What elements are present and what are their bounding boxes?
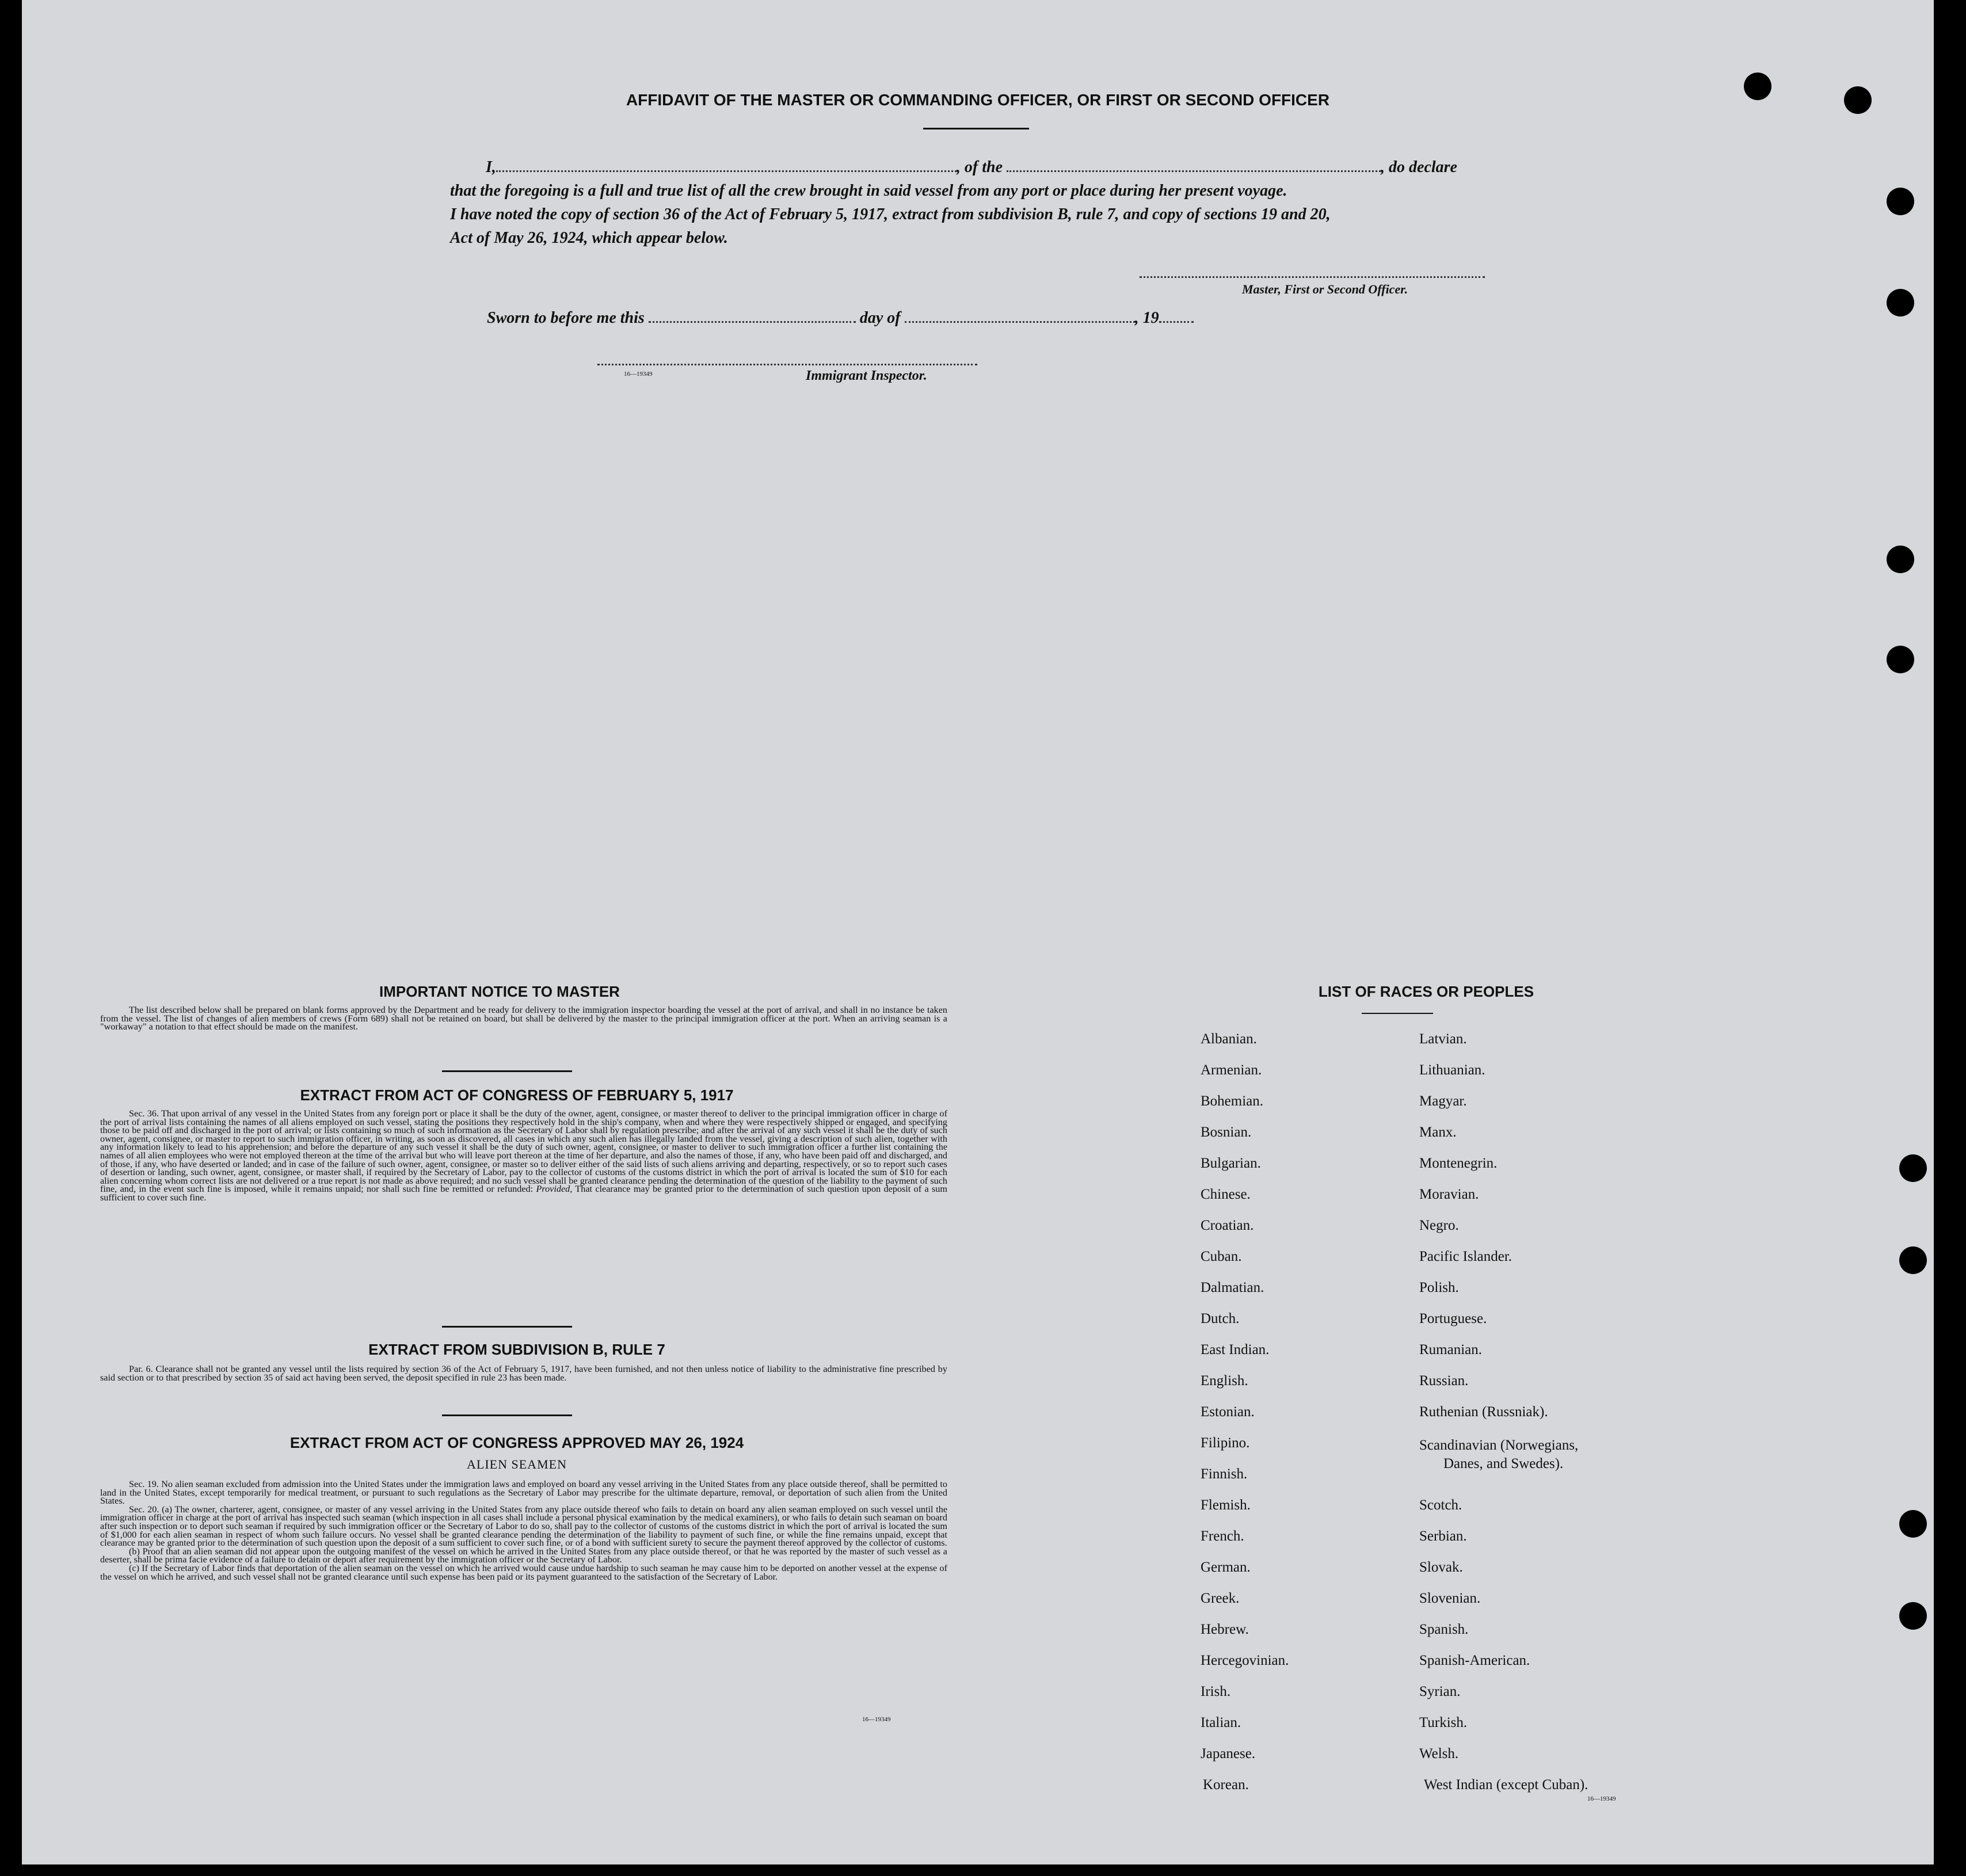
signature-caption: Master, First or Second Officer. — [1242, 282, 1408, 296]
signature-line[interactable] — [1140, 276, 1485, 278]
punch-hole — [1887, 546, 1914, 573]
races-rule — [1362, 1013, 1433, 1014]
race-item: Spanish. — [1419, 1622, 1469, 1637]
affidavit-line-1 — [486, 155, 1550, 179]
sec-20b-paragraph: (b) Proof that an alien seaman did not appear upon the outgoing manifest of the vessel on which he arrived in the United States from any place outside thereof, or that he was reported by the master of such vessel as a deserter, shall be prima facie evidence of a failure to detain or deport after requirement by the immigration officer or the Secretary of Labor. — [100, 1546, 947, 1565]
sec-20c-paragraph: (c) If the Secretary of Labor finds that deportation of the alien seaman on the vessel on which he arrived would cause undue hardship to such seaman he may cause him to be deported on another vessel at the expense of the vessel on which he arrived, and such vessel shall not be granted clearance until such expense has been paid or its payment guaranteed to the satisfaction of the Secretary of Labor. — [100, 1562, 947, 1582]
race-item: Albanian. — [1201, 1031, 1257, 1047]
notice-heading: IMPORTANT NOTICE TO MASTER — [379, 983, 620, 1000]
race-item: East Indian. — [1201, 1342, 1270, 1358]
race-item: Manx. — [1419, 1124, 1457, 1140]
notice-text — [100, 1006, 947, 1031]
affidavit-declare: , do declare — [1381, 158, 1457, 176]
race-item: German. — [1201, 1559, 1251, 1575]
race-item: Dutch. — [1201, 1311, 1240, 1326]
name-blank[interactable] — [496, 169, 957, 172]
sworn-year-blank[interactable] — [1159, 320, 1194, 323]
race-item: Montenegrin. — [1419, 1156, 1498, 1171]
race-item: Armenian. — [1201, 1062, 1262, 1078]
extract-1917-text — [100, 1109, 947, 1202]
affidavit-line-3: I have noted the copy of section 36 of the Act of February 5, 1917, extract from subdivision B, rule 7, and copy of sections 19 and 20, — [450, 205, 1331, 223]
inspector-signature-line[interactable] — [597, 364, 977, 365]
affidavit-line-4: Act of May 26, 1924, which appear below. — [450, 229, 728, 247]
race-item: Ruthenian (Russniak). — [1419, 1404, 1548, 1420]
race-item: Hebrew. — [1201, 1622, 1249, 1637]
sec-36-text: Sec. 36. That upon arrival of any vessel in the United States from any foreign port or place it shall be the duty of the owner, agent, consignee, or master thereof to deliver to the principal immigration officer in charge of the port of arrival lists containing the names of all aliens employed on such vessel, stating the positions they respectively hold in the ship's company, when and where they were respectively shipped or engaged, and specifying those to be paid off and discharged in the port of arrival; or lists containing so much of such information as the Secretary of Labor shall by regulation prescribe; and after the arrival of any such vessel it shall be the duty of such owner, agent, consignee, or master to report to such immigration officer, in writing, as soon as discovered, all cases in which any such alien has illegally landed from the vessel, giving a description of such alien, together with any information likely to lead to his apprehension; and before the departure of any such vessel it shall be the duty of such owner, agent, consignee, or master to deliver to such immigration officer a further list containing the names of all alien employees who were not employed thereon at the time of the arrival but who will leave port thereon at the time of her departure, and also the names of those, if any, who have been paid off and discharged, and of those, if any, who have deserted or landed; and in case of the failure of such owner, agent, consignee, or master so to deliver either of the said lists of such aliens arriving and departing, respectively, or so to report such cases of desertion or landing, such owner, agent, consignee, or master shall, if required by the Secretary of Labor, pay to the collector of customs of the customs district in which the port of arrival is located the sum of $10 for each alien concerning whom correct lists are not delivered or a true report is not made as above required; and no such vessel shall be granted clearance pending the determination of the question of the liability to the payment of such fine, and, in the event such fine is imposed, while it remains unpaid; nor shall such fine be remitted or refunded: — [100, 1108, 947, 1195]
race-item: Moravian. — [1419, 1187, 1479, 1202]
section-rule — [442, 1070, 572, 1072]
race-item: Chinese. — [1201, 1187, 1251, 1202]
sec-36-end: That clearance may be granted prior to the determination of such question upon deposit of a sum sufficient to cover such fine. — [100, 1184, 947, 1203]
sworn-month-blank[interactable] — [905, 320, 1135, 323]
section-rule — [442, 1326, 572, 1328]
race-item: Serbian. — [1419, 1528, 1467, 1544]
race-item: Portuguese. — [1419, 1311, 1487, 1326]
document-page — [22, 0, 1934, 1864]
race-item: Cuban. — [1201, 1249, 1242, 1264]
alien-seamen-subheading: ALIEN SEAMEN — [467, 1457, 567, 1471]
race-item: Irish. — [1201, 1684, 1231, 1699]
affidavit-line-2: that the foregoing is a full and true list of all the crew brought in said vessel from any port or place during her present voyage. — [450, 182, 1287, 200]
race-item: Bohemian. — [1201, 1093, 1264, 1109]
race-item: Bulgarian. — [1201, 1156, 1261, 1171]
race-item: West Indian (except Cuban). — [1424, 1777, 1588, 1793]
sworn-prefix: Sworn to before me this — [487, 309, 645, 327]
sec-36-provided: Provided, — [536, 1184, 573, 1195]
race-item: Negro. — [1419, 1218, 1459, 1233]
notice-paragraph: The list described below shall be prepared on blank forms approved by the Department and be ready for delivery to the immigration inspector boarding the vessel at the port of arrival, and shall in no instance be taken from the vessel. The list of changes of alien members of crews (Form 689) shall not be retained on board, but shall be delivered by the master to the principal immigration officer at the port. When an arriving seaman is a "workaway" a notation to that effect should be made on the manifest. — [100, 1005, 947, 1032]
race-item: Greek. — [1201, 1591, 1240, 1606]
race-item: Polish. — [1419, 1280, 1459, 1295]
race-item: Dalmatian. — [1201, 1280, 1264, 1295]
extract-rule7-text — [100, 1365, 947, 1382]
par-6-paragraph: Par. 6. Clearance shall not be granted any vessel until the lists required by section 36 of the Act of February 5, 1917, have been furnished, and not then unless notice of liability to the administrative fine prescribed by said section or to that prescribed by section 35 of said act having been served, the deposit specified in rule 23 has been made. — [100, 1364, 947, 1383]
extract-rule7-heading: EXTRACT FROM SUBDIVISION B, RULE 7 — [368, 1341, 665, 1358]
vessel-blank[interactable] — [1007, 169, 1381, 172]
extract-1924-text — [100, 1480, 947, 1581]
race-item: Hercegovinian. — [1201, 1653, 1289, 1668]
punch-hole — [1887, 289, 1914, 317]
race-item: Magyar. — [1419, 1093, 1467, 1109]
race-item: Scandinavian (Norwegians, — [1419, 1437, 1579, 1453]
form-number: 16—19349 — [862, 1716, 891, 1723]
section-rule — [442, 1414, 572, 1416]
sworn-line — [487, 306, 1194, 330]
race-item: Italian. — [1201, 1715, 1241, 1730]
sworn-day-blank[interactable] — [649, 320, 856, 323]
affidavit-i: I, — [486, 158, 496, 176]
race-item: Bosnian. — [1201, 1124, 1252, 1140]
sec-36-paragraph — [100, 1109, 947, 1202]
extract-1924-heading: EXTRACT FROM ACT OF CONGRESS APPROVED MAY 26, 1924 — [289, 1434, 744, 1451]
race-item: Welsh. — [1419, 1746, 1459, 1761]
race-item: Flemish. — [1201, 1497, 1251, 1513]
race-item: French. — [1201, 1528, 1244, 1544]
sworn-year: , 19 — [1134, 309, 1159, 327]
race-item: Spanish-American. — [1419, 1653, 1530, 1668]
race-item: Croatian. — [1201, 1218, 1254, 1233]
race-item: Latvian. — [1419, 1031, 1467, 1047]
race-item: Scotch. — [1419, 1497, 1462, 1513]
race-item: Estonian. — [1201, 1404, 1255, 1420]
race-item: Pacific Islander. — [1419, 1249, 1512, 1264]
race-item: English. — [1201, 1373, 1248, 1389]
punch-hole — [1899, 1246, 1927, 1274]
punch-hole — [1899, 1602, 1927, 1630]
affidavit-title: AFFIDAVIT OF THE MASTER OR COMMANDING OFFICER, OR FIRST OR SECOND OFFICER — [626, 91, 1330, 109]
race-item: Russian. — [1419, 1373, 1469, 1389]
sec-19-paragraph: Sec. 19. No alien seaman excluded from admission into the United States under the immigration laws and employed on board any vessel arriving in the United States from any place outside thereof, shall be permitted to land in the United States, except temporarily for medical treatment, or pursuant to such regulations as the Secretary of Labor may prescribe for the ultimate departure, removal, or deportation of such alien from the United States. — [100, 1479, 947, 1507]
race-item: Japanese. — [1201, 1746, 1256, 1761]
punch-hole — [1887, 646, 1914, 673]
inspector-caption: Immigrant Inspector. — [806, 368, 927, 383]
race-item: Rumanian. — [1419, 1342, 1483, 1358]
race-item: Finnish. — [1201, 1466, 1248, 1482]
race-item: Filipino. — [1201, 1435, 1250, 1451]
races-heading: LIST OF RACES OR PEOPLES — [1318, 983, 1534, 1000]
punch-hole — [1899, 1510, 1927, 1538]
punch-hole — [1887, 188, 1914, 215]
title-rule — [923, 128, 1029, 129]
form-number: 16—19349 — [624, 371, 653, 378]
race-item: Lithuanian. — [1419, 1062, 1485, 1078]
race-item: Slovenian. — [1419, 1591, 1481, 1606]
form-number: 16—19349 — [1587, 1795, 1616, 1802]
sec-20a-paragraph: Sec. 20. (a) The owner, charterer, agent, consignee, or master of any vessel arriving in the United States from any place outside thereof who fails to detain on board any alien seaman employed on such vessel until the immigration officer in charge at the port of arrival has inspected such seaman (which inspection in all cases shall include a personal physical examination by the medical examiners), or who fails to detain such seaman on board after such inspection or to deport such seaman if required by such immigration officer or the Secretary of Labor to do so, shall pay to the collector of customs of the customs district in which the port of arrival is located the sum of $1,000 for each alien seaman in respect of whom such failure occurs. No vessel shall be granted clearance pending the determination of the liability to payment of such fine, or while the fine remains unpaid, except that clearance may be granted prior to the determination of such question upon the deposit of a sum sufficient to cover such fine, or of a bond with sufficient surety to secure the payment thereof approved by the collector of customs. — [100, 1504, 947, 1549]
race-item: Slovak. — [1419, 1559, 1463, 1575]
race-item: Danes, and Swedes). — [1443, 1456, 1564, 1471]
extract-1917-heading: EXTRACT FROM ACT OF CONGRESS OF FEBRUARY 5, 1917 — [300, 1086, 734, 1104]
sworn-day-of: day of — [859, 309, 901, 327]
punch-hole — [1899, 1154, 1927, 1182]
race-item: Turkish. — [1419, 1715, 1468, 1730]
race-item: Korean. — [1203, 1777, 1249, 1793]
race-item: Syrian. — [1419, 1684, 1461, 1699]
affidavit-of-the: , of the — [956, 158, 1003, 176]
